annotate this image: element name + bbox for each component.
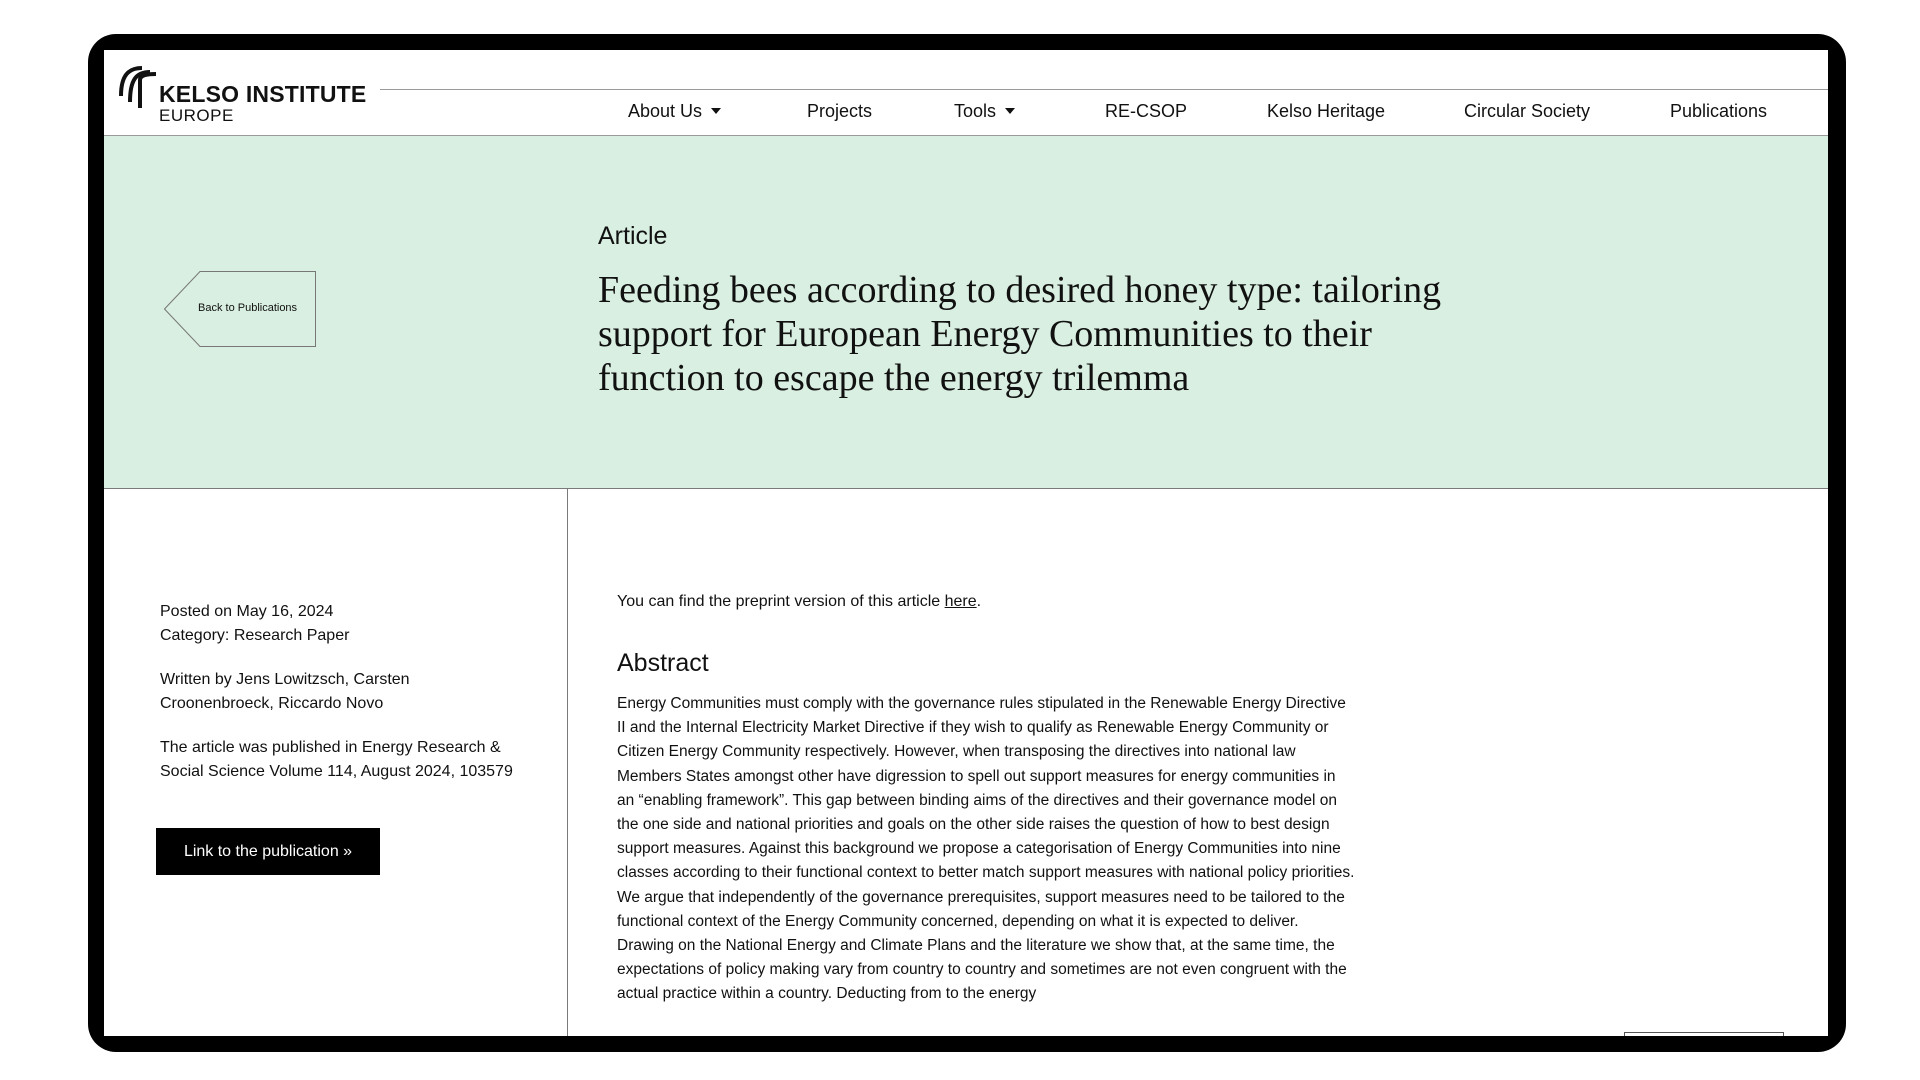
chevron-down-icon bbox=[1005, 108, 1015, 114]
preprint-note bbox=[617, 590, 1357, 614]
nav-item-re-csop[interactable] bbox=[1105, 101, 1187, 122]
nav-item-publications[interactable] bbox=[1670, 101, 1767, 122]
abstract-text: Energy Communities must comply with the governance rules stipulated in the Renewable Energy Directive II and the Internal Electricity Market Directive if they wish to qualify as Renewable Energy Community or Citizen Energy Community respectively. However, when transposing the directives into national law Members States amongst other have digression to spell out support measures for energy communities in an “enabling framework”. This gap between binding aims of the directives and their governance model on the one side and national priorities and goals on the other side raises the question of how to best design support measures. Against this background we propose a categorisation of Energy Communities into nine classes according to their functional context to better match support measures with national policy priorities. We argue that independently of the governance prerequisites, support measures need to be tailored to the functional context of the Energy Community concerned, depending on what it is expected to deliver. Drawing on the National Energy and Climate Plans and the literature we show that, at the same time, the expectations of policy making vary from country to country and sometimes are not even congruent with the actual practice within a country. Deducting from to the energy bbox=[617, 695, 1355, 1003]
back-to-publications-button[interactable] bbox=[164, 271, 316, 347]
nav-label: Kelso Heritage bbox=[1267, 101, 1386, 121]
nav-item-circular-society[interactable] bbox=[1464, 101, 1590, 122]
site-header bbox=[104, 50, 1828, 136]
nav-item-projects[interactable] bbox=[807, 101, 872, 122]
chevron-down-icon bbox=[711, 108, 721, 114]
nav-label: Tools bbox=[954, 101, 997, 121]
preprint-period: . bbox=[976, 593, 982, 610]
nav-divider bbox=[380, 89, 1828, 90]
logo-title: KELSO INSTITUTE bbox=[159, 81, 367, 107]
article-meta bbox=[160, 600, 520, 784]
preprint-link[interactable]: here bbox=[944, 593, 977, 610]
nav-item-tools[interactable] bbox=[954, 101, 1015, 122]
link-to-publication-button[interactable]: Link to the publication » bbox=[156, 828, 380, 875]
nav-label: Projects bbox=[807, 101, 873, 121]
article-body bbox=[617, 590, 1357, 1007]
nav-label: Publications bbox=[1670, 101, 1768, 121]
posted-date: Posted on May 16, 2024 bbox=[160, 603, 334, 620]
authors: Written by Jens Lowitzsch, Carsten Croonenbroeck, Riccardo Novo bbox=[160, 671, 410, 712]
article-hero bbox=[104, 136, 1828, 489]
main-nav bbox=[104, 101, 1828, 131]
publication-info: The article was published in Energy Research & Social Science Volume 114, August 2024, 103579 bbox=[160, 739, 513, 780]
browser-viewport bbox=[104, 50, 1828, 1036]
article-type-label: Article bbox=[598, 222, 668, 250]
nav-label: Circular Society bbox=[1464, 101, 1591, 121]
nav-item-kelso-heritage[interactable] bbox=[1267, 101, 1385, 122]
abstract-heading: Abstract bbox=[617, 649, 709, 677]
page-title: Feeding bees according to desired honey type: tailoring support for European Energy Communities to their function to escape the energy trilemma bbox=[598, 269, 1442, 399]
nav-label: About Us bbox=[628, 101, 703, 121]
logo-subtitle: EUROPE bbox=[159, 106, 234, 125]
nav-item-about-us[interactable] bbox=[628, 101, 721, 122]
column-divider bbox=[567, 488, 568, 1036]
back-button-label: Back to Publications bbox=[198, 302, 298, 314]
category: Category: Research Paper bbox=[160, 627, 350, 644]
preprint-text: You can find the preprint version of this article bbox=[617, 593, 945, 610]
nav-label: RE-CSOP bbox=[1105, 101, 1188, 121]
floating-widget[interactable] bbox=[1624, 1032, 1784, 1036]
